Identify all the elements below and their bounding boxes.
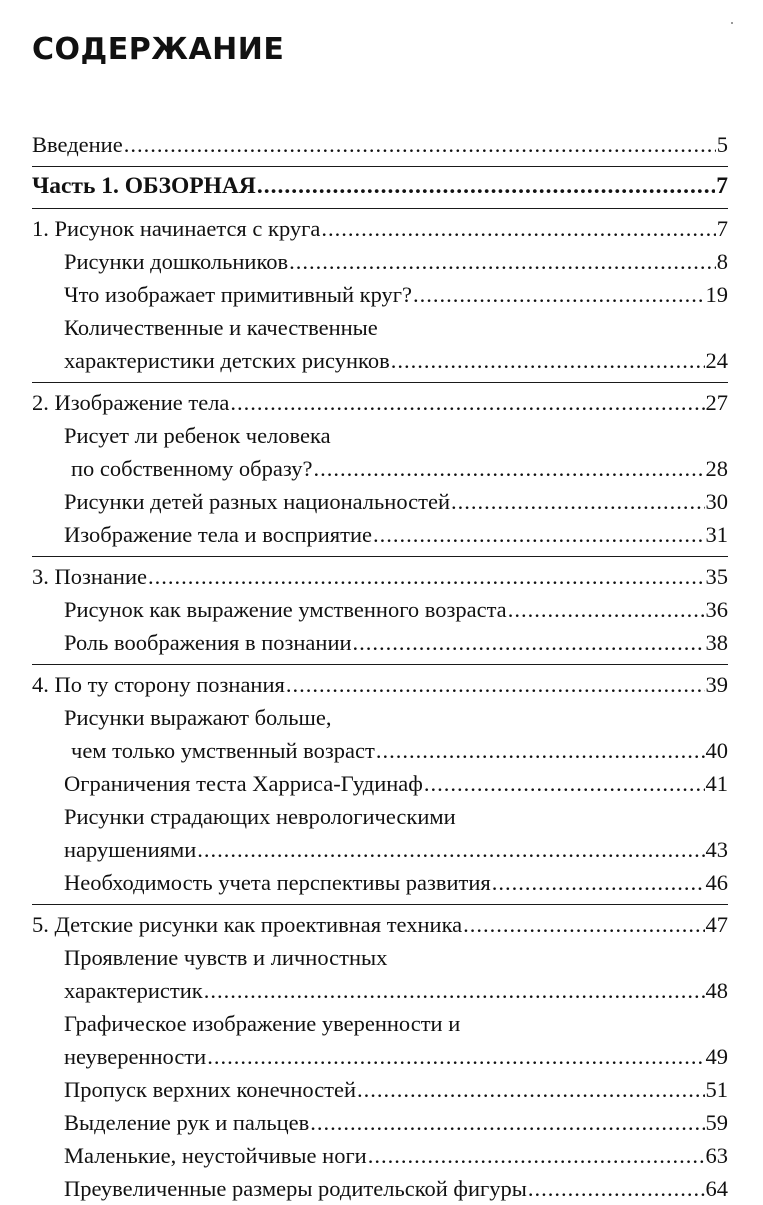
dot-leader (148, 560, 705, 593)
scan-speck (731, 22, 733, 24)
dot-leader (492, 866, 705, 899)
dot-leader (286, 668, 705, 701)
dot-leader (368, 1139, 705, 1172)
toc-entry-title: 2. Изображение тела (32, 390, 230, 415)
toc-entry-title: 3. Познание (32, 564, 147, 589)
toc-entry-subsection-line[interactable] (32, 800, 728, 833)
toc-entry-page: 7 (716, 216, 728, 241)
toc-entry-subsection[interactable] (32, 866, 728, 899)
contents-page (32, 30, 728, 1205)
toc-entry-title: Выделение рук и пальцев (64, 1110, 310, 1135)
toc-section-3 (32, 556, 728, 659)
page-title: СОДЕРЖАНИЕ (32, 32, 285, 67)
toc-entry-page: 28 (705, 456, 728, 481)
toc-entry-page: 47 (705, 912, 728, 937)
dot-leader (424, 767, 705, 800)
dot-leader (508, 593, 705, 626)
toc-entry-title: Проявление чувств и личностных (64, 945, 388, 970)
toc-entry-subsection[interactable] (32, 626, 728, 659)
toc-entry-subsection-line[interactable] (32, 941, 728, 974)
toc-entry-subsection[interactable] (32, 593, 728, 626)
toc-entry-page: 43 (705, 837, 728, 862)
toc-entry-title: характеристики детских рисунков (64, 348, 390, 373)
dot-leader (257, 170, 715, 203)
toc-entry-page: 39 (705, 672, 728, 697)
toc-entry-title: Необходимость учета перспективы развития (64, 870, 491, 895)
toc-entry-chapter[interactable] (32, 212, 728, 245)
toc-entry-subsection[interactable] (32, 1040, 728, 1073)
toc-entry-title: чем только умственный возраст (71, 738, 375, 763)
toc-entry-page: 24 (705, 348, 728, 373)
toc-entry-title: 1. Рисунок начинается с круга (32, 216, 321, 241)
toc-entry-chapter[interactable] (32, 560, 728, 593)
toc-entry-subsection[interactable] (32, 452, 728, 485)
toc-entry-page: 36 (705, 597, 728, 622)
dot-leader (463, 908, 704, 941)
toc-entry-subsection[interactable] (32, 278, 728, 311)
toc-entry-part[interactable] (32, 170, 728, 203)
toc-entry-page: 8 (716, 249, 728, 274)
toc-entry-subsection[interactable] (32, 1172, 728, 1205)
toc-entry-title: 4. По ту сторону познания (32, 672, 285, 697)
toc-entry-title: Рисунки страдающих неврологическими (64, 804, 456, 829)
toc-entry-page: 19 (705, 282, 728, 307)
toc-entry-page: 40 (705, 738, 728, 763)
dot-leader (207, 1040, 704, 1073)
toc-entry-subsection-line[interactable] (32, 419, 728, 452)
dot-leader (314, 452, 705, 485)
toc-entry-page: 41 (705, 771, 728, 796)
toc-section-2 (32, 382, 728, 551)
dot-leader (451, 485, 705, 518)
toc-entry-title: Что изображает примитивный круг? (64, 282, 413, 307)
toc-entry-page: 46 (705, 870, 728, 895)
toc-entry-subsection[interactable] (32, 485, 728, 518)
toc-entry-subsection[interactable] (32, 767, 728, 800)
toc-entry-intro[interactable] (32, 128, 728, 161)
toc-entry-title: Пропуск верхних конечностей (64, 1077, 357, 1102)
toc-entry-title: Рисунки выражают больше, (64, 705, 332, 730)
toc-entry-subsection[interactable] (32, 1139, 728, 1172)
toc-entry-page: 27 (705, 390, 728, 415)
dot-leader (376, 734, 705, 767)
toc-entry-page: 51 (705, 1077, 728, 1102)
toc-entry-chapter[interactable] (32, 668, 728, 701)
toc-entry-subsection-line[interactable] (32, 1007, 728, 1040)
toc-entry-subsection[interactable] (32, 833, 728, 866)
toc-entry-page: 35 (705, 564, 728, 589)
toc-entry-title: Рисует ли ребенок человека (64, 423, 331, 448)
toc-entry-page: 30 (705, 489, 728, 514)
toc-entry-title: Изображение тела и восприятие (64, 522, 373, 547)
dot-leader (230, 386, 704, 419)
toc-entry-title: Введение (32, 132, 123, 157)
toc-entry-title: Рисунки дошкольников (64, 249, 289, 274)
toc-entry-page: 63 (705, 1143, 728, 1168)
dot-leader (321, 212, 715, 245)
toc-entry-title: Рисунки детей разных национальностей (64, 489, 450, 514)
toc-intro-block (32, 128, 728, 161)
toc-entry-page: 7 (716, 173, 728, 199)
dot-leader (197, 833, 704, 866)
toc-entry-chapter[interactable] (32, 908, 728, 941)
toc-entry-title: Преувеличенные размеры родительской фигуры (64, 1176, 527, 1201)
toc-entry-title: нарушениями (64, 837, 197, 862)
toc-entry-subsection[interactable] (32, 1073, 728, 1106)
toc-entry-subsection[interactable] (32, 1106, 728, 1139)
dot-leader (310, 1106, 704, 1139)
toc-entry-title: Роль воображения в познании (64, 630, 352, 655)
toc-entry-page: 31 (705, 522, 728, 547)
dot-leader (413, 278, 704, 311)
dot-leader (289, 245, 716, 278)
toc-entry-subsection-line[interactable] (32, 701, 728, 734)
toc-section-1 (32, 208, 728, 377)
toc-entry-chapter[interactable] (32, 386, 728, 419)
toc-part-block (32, 166, 728, 203)
toc-entry-title: Графическое изображение уверенности и (64, 1011, 461, 1036)
toc-entry-title: Рисунок как выражение умственного возраста (64, 597, 507, 622)
toc-entry-subsection[interactable] (32, 245, 728, 278)
toc-entry-title: 5. Детские рисунки как проективная техника (32, 912, 463, 937)
dot-leader (373, 518, 704, 551)
toc-entry-subsection-line[interactable] (32, 311, 728, 344)
toc-entry-page: 5 (716, 132, 728, 157)
toc-entry-subsection[interactable] (32, 518, 728, 551)
toc-entry-title: характеристик (64, 978, 203, 1003)
toc-entry-page: 64 (705, 1176, 728, 1201)
toc-entry-title: Количественные и качественные (64, 315, 378, 340)
toc-section-5 (32, 904, 728, 1205)
toc-section-4 (32, 664, 728, 899)
toc-entry-subsection[interactable] (32, 974, 728, 1007)
table-of-contents (32, 128, 728, 1205)
dot-leader (124, 128, 716, 161)
toc-entry-title: Маленькие, неустойчивые ноги (64, 1143, 367, 1168)
toc-entry-subsection[interactable] (32, 734, 728, 767)
toc-entry-page: 48 (705, 978, 728, 1003)
dot-leader (391, 344, 705, 377)
toc-entry-title: по собственному образу? (71, 456, 313, 481)
toc-entry-page: 38 (705, 630, 728, 655)
toc-entry-page: 59 (705, 1110, 728, 1135)
toc-entry-page: 49 (705, 1044, 728, 1069)
dot-leader (357, 1073, 704, 1106)
toc-entry-subsection[interactable] (32, 344, 728, 377)
dot-leader (204, 974, 705, 1007)
toc-entry-title: неуверенности (64, 1044, 207, 1069)
toc-sections (32, 208, 728, 1205)
toc-entry-title: Часть 1. ОБЗОРНАЯ (32, 173, 256, 199)
dot-leader (353, 626, 705, 659)
toc-entry-title: Ограничения теста Харриса-Гудинаф (64, 771, 423, 796)
dot-leader (528, 1172, 705, 1205)
